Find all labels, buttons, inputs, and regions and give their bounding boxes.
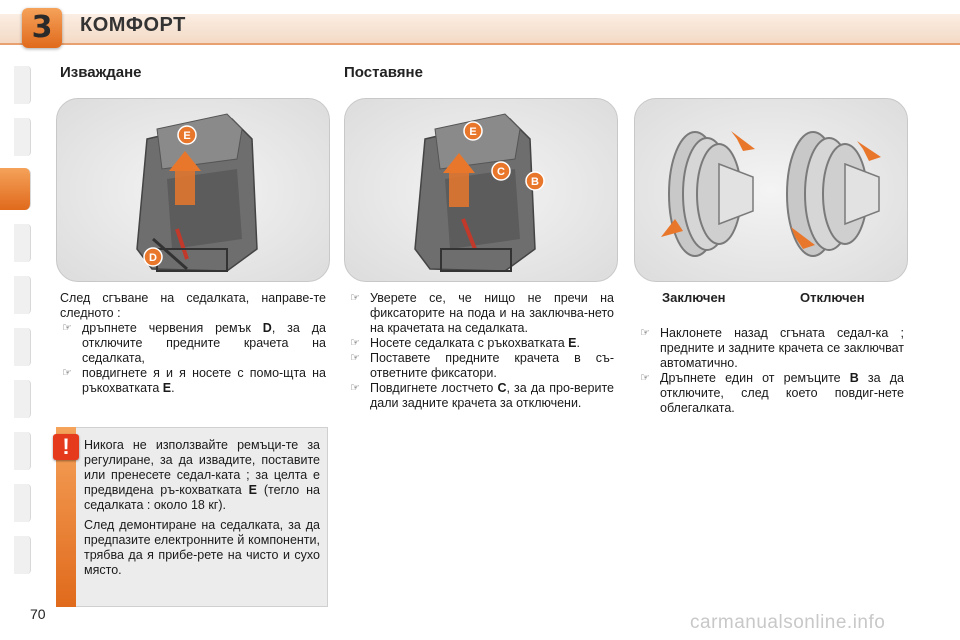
bullet-hand-icon: ☞: [62, 367, 72, 379]
bullet-hand-icon: ☞: [350, 337, 360, 349]
callout-e: E: [183, 130, 191, 142]
removal-step-2: ☞ повдигнете я и я носете с помо-щта на ръкохватката E.: [62, 366, 326, 395]
chapter-tab-10[interactable]: [14, 536, 31, 574]
chapter-tab-5[interactable]: [14, 276, 31, 314]
callout-b: B: [531, 176, 539, 188]
removal-step-1: ☞ дръпнете червения ремък D, за да отключите предните крачета на седалката,: [62, 321, 326, 365]
seat-removal-drawing: [57, 99, 329, 281]
callout-d: D: [149, 252, 157, 264]
warning-paragraph-2: След демонтиране на седалката, за да предпазите електронните й компоненти, трябва да я прибе-рете на чисто и сухо място.: [84, 518, 320, 577]
chapter-title: КОМФОРТ: [80, 14, 186, 36]
chapter-tab-9[interactable]: [14, 484, 31, 522]
unlocked-mechanism: [787, 132, 881, 256]
chapter-tab-2[interactable]: [14, 118, 31, 156]
backrest-instructions: [638, 326, 904, 416]
heading-removal: Изваждане: [60, 64, 142, 81]
caption-locked: Заключен: [662, 290, 726, 305]
chapter-tab-4[interactable]: [14, 224, 31, 262]
installation-instructions: [348, 291, 614, 411]
chapter-badge: 3: [22, 8, 62, 48]
bullet-hand-icon: ☞: [350, 382, 360, 394]
callout-e: E: [469, 126, 477, 138]
bullet-hand-icon: ☞: [640, 327, 650, 339]
removal-intro: След сгъване на седалката, направе-те следното :: [60, 291, 326, 320]
caption-unlocked: Отключен: [800, 290, 865, 305]
bullet-hand-icon: ☞: [350, 352, 360, 364]
bullet-hand-icon: ☞: [62, 322, 72, 334]
chapter-tab-7[interactable]: [14, 380, 31, 418]
heading-installation: Поставяне: [344, 64, 423, 81]
backrest-step-2: ☞ Дръпнете един от ремъците B за да отключите, след което повдиг-нете облегалката.: [640, 371, 904, 415]
warning-icon: !: [53, 434, 79, 460]
lock-state-illustration: [634, 98, 908, 282]
locked-mechanism: [661, 131, 755, 256]
chapter-tab-6[interactable]: [14, 328, 31, 366]
install-step-2: ☞ Носете седалката с ръкохватката E.: [350, 336, 580, 350]
bullet-hand-icon: ☞: [640, 372, 650, 384]
callout-c: C: [497, 166, 505, 178]
warning-text: [84, 438, 320, 583]
header-rule: [0, 43, 960, 45]
lock-state-drawing: [635, 99, 907, 281]
chapter-tabs: [0, 66, 32, 586]
watermark: carmanualsonline.info: [690, 612, 886, 633]
seat-installation-drawing: [345, 99, 617, 281]
bullet-hand-icon: ☞: [350, 292, 360, 304]
install-step-1: ☞ Уверете се, че нищо не пречи на фиксаторите на пода и на заключва-нето на крачетата на седалката.: [350, 291, 614, 335]
seat-removal-illustration: [56, 98, 330, 282]
chapter-tab-1[interactable]: [14, 66, 31, 104]
removal-instructions: [60, 291, 326, 396]
page-header: [0, 0, 960, 52]
install-step-3: ☞ Поставете предните крачета в съ-ответните фиксатори.: [350, 351, 614, 380]
page-number: 70: [30, 606, 46, 622]
warning-paragraph-1: Никога не използвайте ремъци-те за регулиране, за да извадите, поставите или пренесете седал-ката ; за целта е предвидена ръ-кохватката E (тегло на седалката : около 18 кг).: [84, 438, 320, 512]
install-step-4: ☞ Повдигнете лостчето C, за да про-верите дали задните крачета за отключени.: [350, 381, 614, 410]
backrest-step-1: ☞ Наклонете назад сгъната седал-ка ; предните и задните крачета се заключват автоматично.: [640, 326, 904, 370]
chapter-tab-8[interactable]: [14, 432, 31, 470]
seat-installation-illustration: [344, 98, 618, 282]
chapter-tab-3[interactable]: [0, 168, 31, 210]
